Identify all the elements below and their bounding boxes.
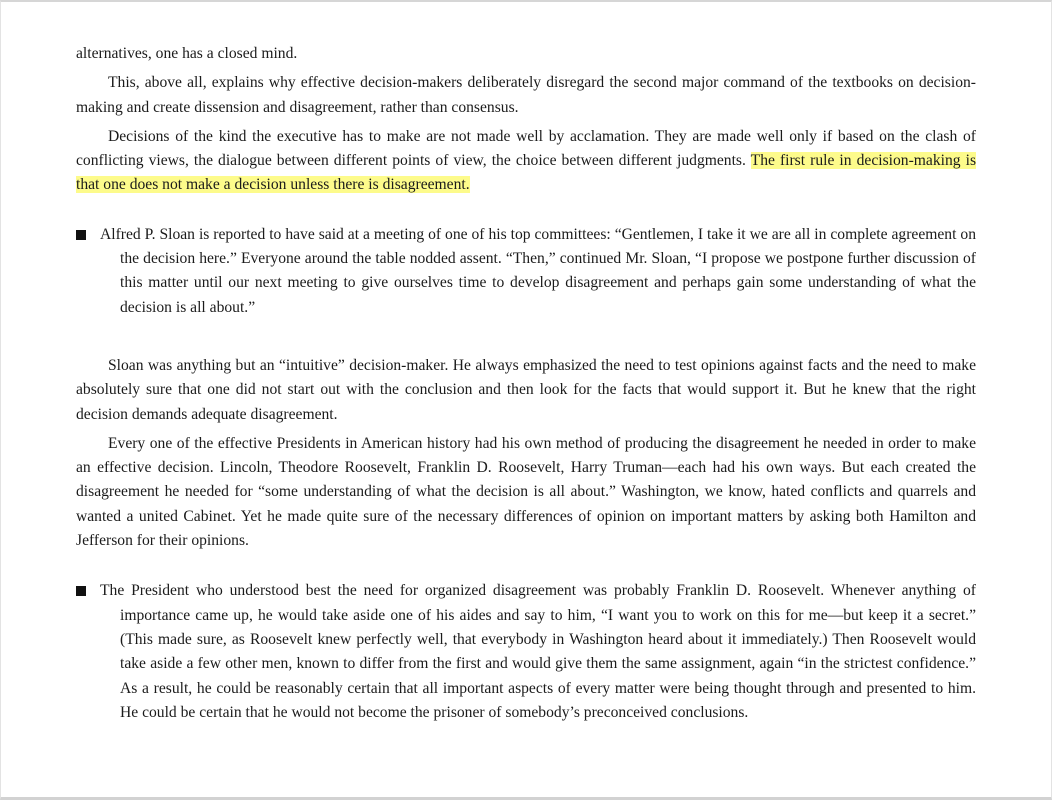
bullet-square-icon	[76, 586, 86, 596]
document-page[interactable]	[76, 42, 976, 725]
paragraph-continuation: alternatives, one has a closed mind.	[76, 45, 298, 62]
highlighted-sentence[interactable]: The first rule in decision-making is that one does not make a decision unless there is disagreement.	[76, 152, 977, 194]
bullet-square-icon	[76, 230, 86, 240]
bullet-sloan-text: Alfred P. Sloan is reported to have said at a meeting of one of his top committees: “Gentlemen, I take it we are all in complete agreement on the decision here.” Everyone around the table nodded assent. “Then,” continued Mr. Sloan, “I propose we postpone further discussion of this matter until our next meeting to give ourselves time to develop disagreement and perhaps gain some understanding of what the decision is all about.”	[100, 225, 976, 316]
paragraph-acclamation-text: Decisions of the kind the executive has to make are not made well by acclamation. They are made well only if based on the clash of conflicting views, the dialogue between different points of view, the choice between different judgments.	[76, 127, 976, 170]
bullet-roosevelt-text: The President who understood best the need for organized disagreement was probably Franklin D. Roosevelt. Whenever anything of importance came up, he would take aside one of his aides and say to him, “I want you to work on this for me—but keep it a secret.” (This made sure, as Roosevelt knew perfectly well, that everybody in Washington heard about it immediately.) Then Roosevelt would take aside a few other men, known to differ from the first and would give them the same assignment, again “in the strictest confidence.” As a result, he could be reasonably certain that all important aspects of every matter were being thought through and presented to him. He could be certain that he would not become the prisoner of somebody’s preconceived conclusions.	[100, 582, 976, 721]
paragraph-sloan-intuitive: Sloan was anything but an “intuitive” decision-maker. He always emphasized the need to test opinions against facts and the need to make absolutely sure that one did not start out with the conclusion and then look for the facts that would support it. But he knew that the right decision demands adequate disagreement.	[76, 356, 976, 423]
paragraph-acclamation	[76, 125, 976, 198]
paragraph-dissension: This, above all, explains why effective decision-makers deliberately disregard the second major command of the textbooks on decision-making and create dissension and disagreement, rather than consensus.	[76, 74, 976, 116]
bullet-sloan	[76, 223, 976, 320]
paragraph-presidents: Every one of the effective Presidents in American history had his own method of producing the disagreement he needed in order to make an effective decision. Lincoln, Theodore Roosevelt, Franklin D. Roosevelt, Harry Truman—each had his own ways. But each created the disagreement he needed for “some understanding of what the decision is all about.” Washington, we know, hated conflicts and quarrels and wanted a united Cabinet. Yet he made quite sure of the necessary differences of opinion on important matters by asking both Hamilton and Jefferson for their opinions.	[76, 434, 976, 550]
bullet-roosevelt	[76, 579, 976, 725]
